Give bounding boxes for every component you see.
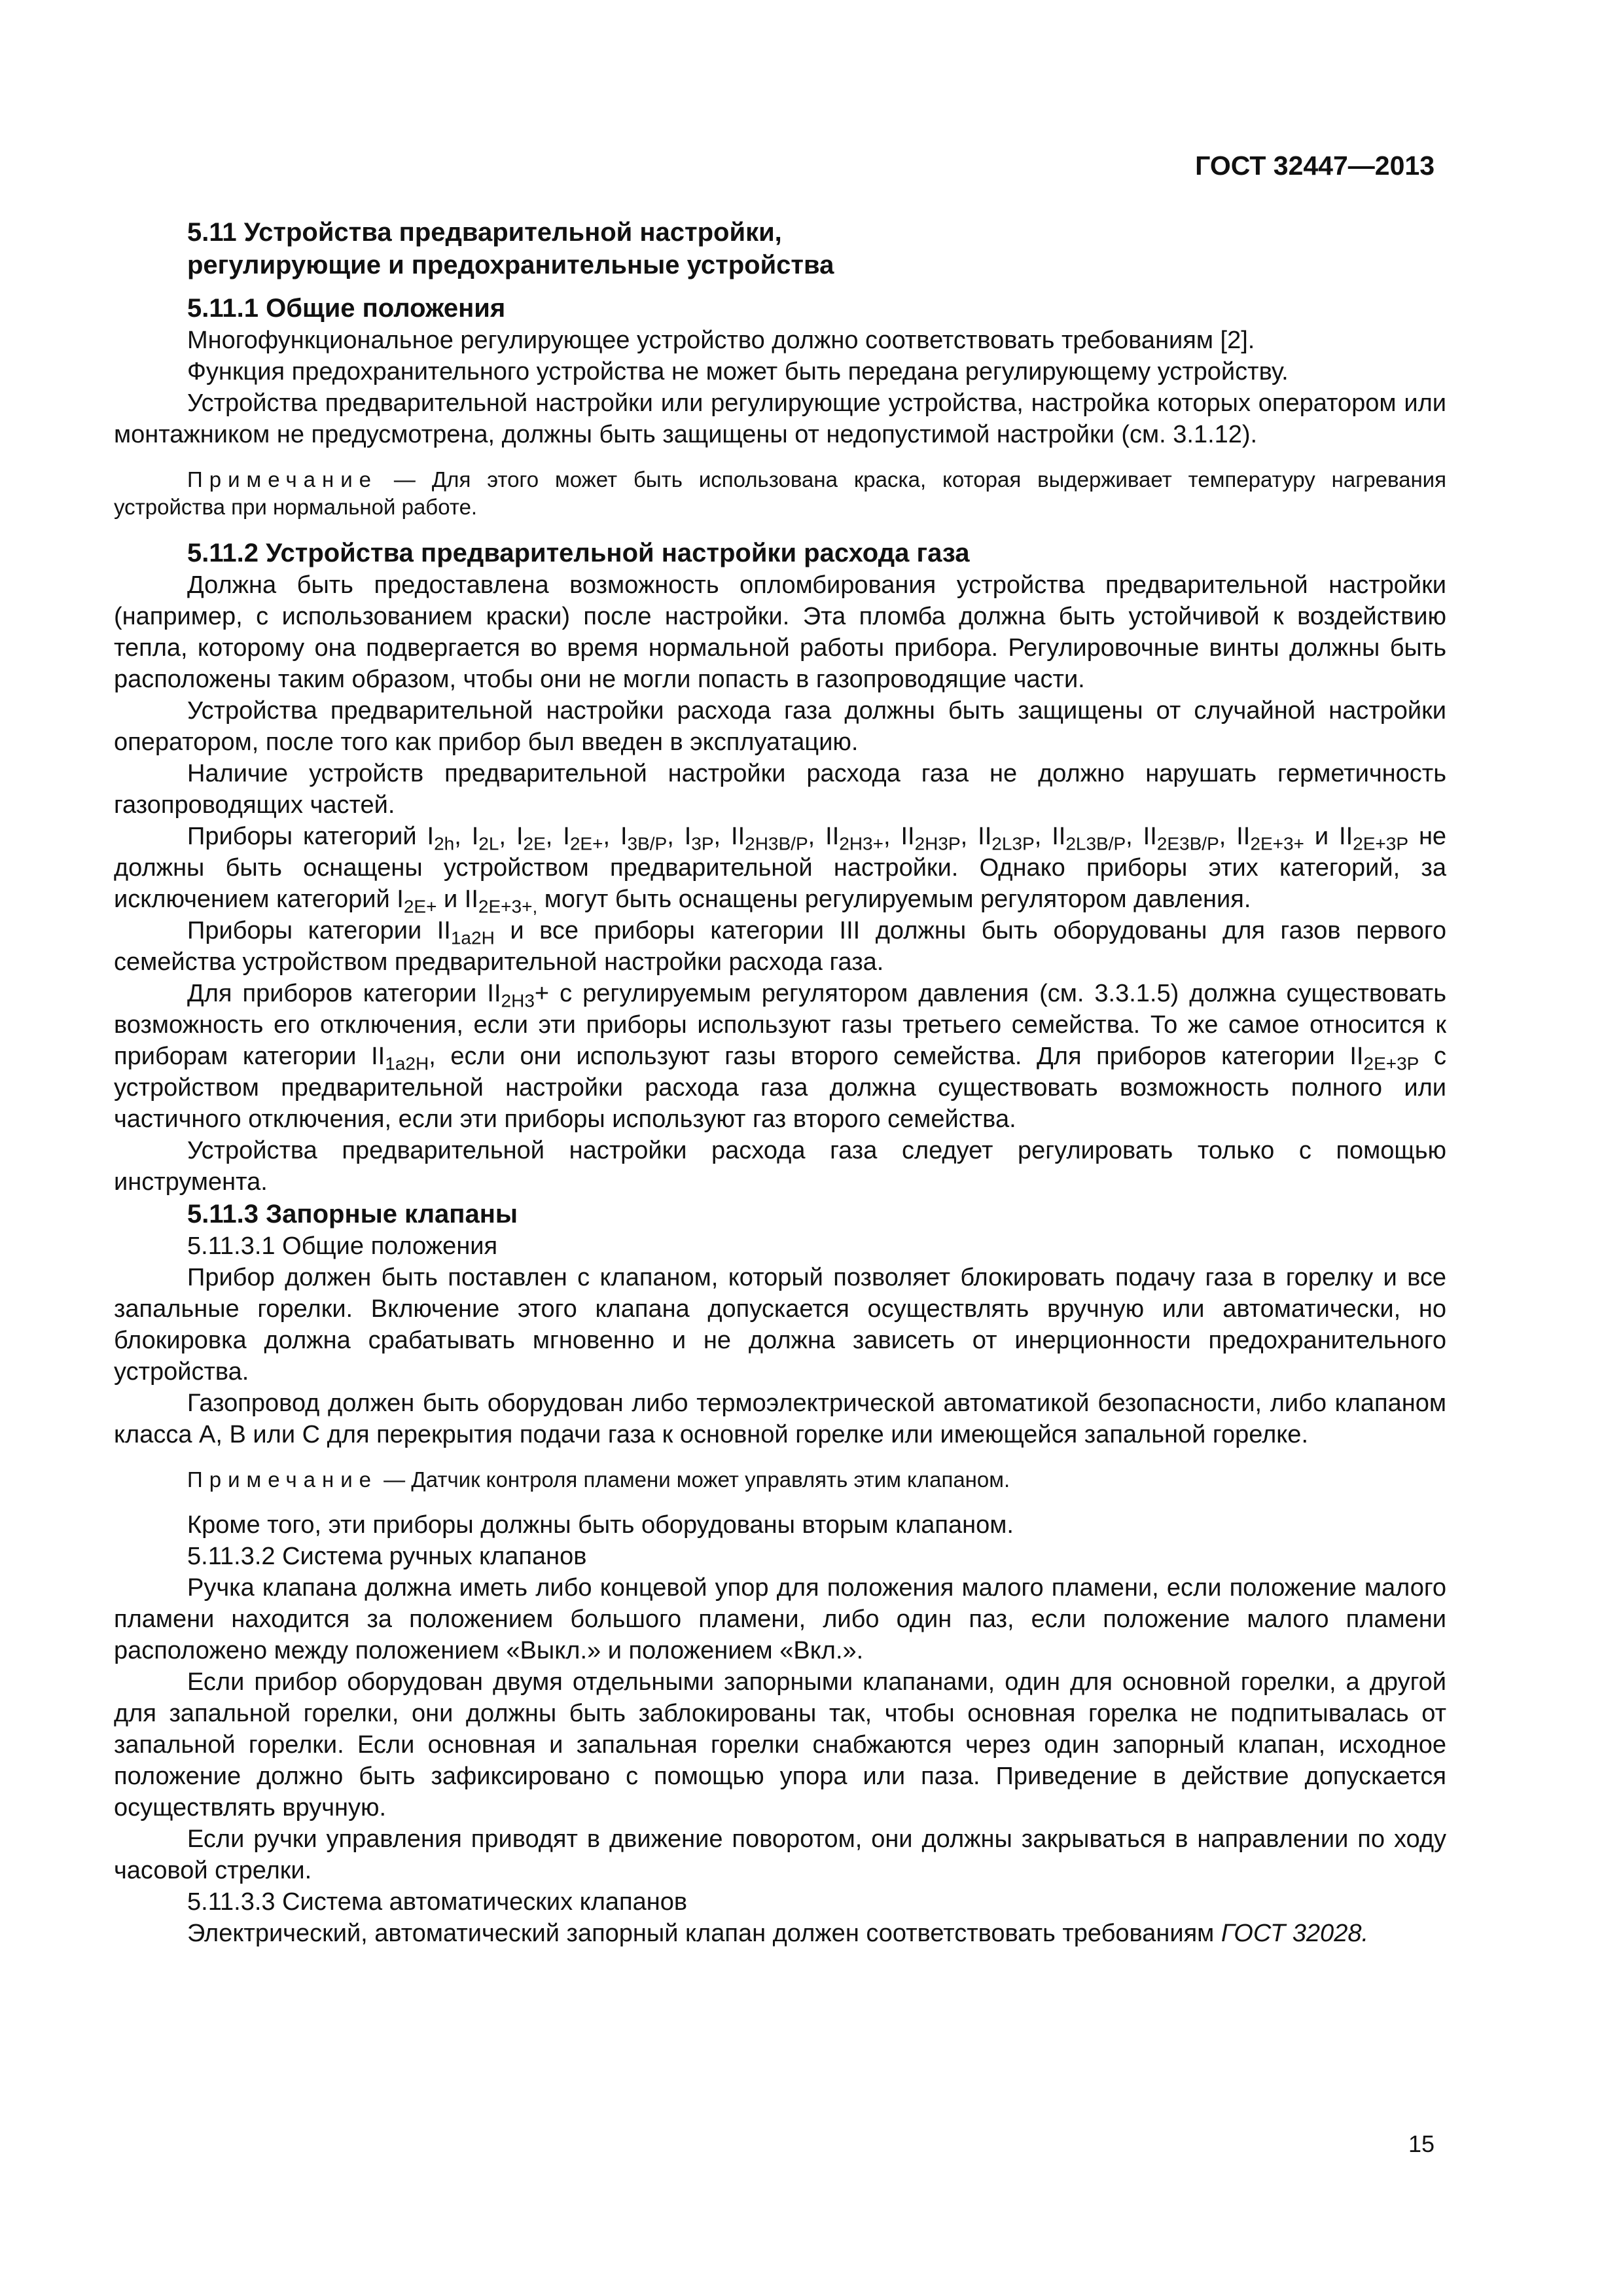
page-number: 15 bbox=[1408, 2130, 1435, 2157]
category-subscript: 2H3B/P bbox=[745, 833, 808, 854]
standard-reference: ГОСТ 32028. bbox=[1221, 1920, 1369, 1947]
paragraph-categories bbox=[114, 821, 1446, 915]
category-subscript: 2L3P bbox=[991, 833, 1035, 854]
category-subscript: 2H3 bbox=[501, 990, 535, 1011]
paragraph: Устройства предварительной настройки расхода газа должны быть защищены от случайной настройки оператором, после того как прибор был введен в эксплуатацию. bbox=[114, 697, 1446, 756]
paragraph: Многофункциональное регулирующее устройство должно соответствовать требованиям [2]. bbox=[187, 327, 1255, 354]
paragraph bbox=[114, 915, 1446, 978]
category-list: $I_{2h}$, $I_{2L}$, $I_{2E}$, $I_{2E+}$, $I_{3B/P}$, $I_{3P}$, $II_{2H3B/P}$, $II_{2H3+}$, $II_{2H3P}$, $II_{2L3P}$, $II_{2L3B/P}$, $II_{2E3B/P}$, $II_{2E+3+}$ bbox=[427, 823, 1304, 854]
note-label: Примечание bbox=[187, 467, 378, 492]
section-5-11-3-title: 5.11.3 Запорные клапаны bbox=[187, 1200, 518, 1229]
category-base: II bbox=[1349, 1043, 1364, 1070]
subsection-5-11-3-3-title: 5.11.3.3 Система автоматических клапанов bbox=[187, 1888, 688, 1916]
category-subscript: 2E3B/P bbox=[1156, 833, 1219, 854]
note-text: — Для этого может быть использована краска, которая выдерживает температуру нагревания устройства при нормальной работе. bbox=[114, 467, 1446, 519]
category-subscript: 2H3P bbox=[914, 833, 961, 854]
category-base: I bbox=[563, 823, 570, 850]
category-base: II bbox=[437, 917, 451, 944]
paragraph: Прибор должен быть поставлен с клапаном, который позволяет блокировать подачу газа в горелку и все запальные горелки. Включение этого клапана допускается осуществлять вручную или автоматически, но блокировка должна срабатывать мгновенно и не должна зависеть от инерционности предохранительного устройства. bbox=[114, 1264, 1446, 1386]
category-subscript: 2E bbox=[523, 833, 546, 854]
text-run: Приборы категории bbox=[187, 917, 422, 944]
category-subscript: 2E+3P bbox=[1353, 833, 1408, 854]
category-base: II bbox=[371, 1043, 385, 1070]
section-5-11-title-line2: регулирующие и предохранительные устройства bbox=[187, 251, 834, 279]
paragraph: Устройства предварительной настройки или регулирующие устройства, настройка которых оператором или монтажником не предусмотрена, должны быть защищены от недопустимой настройки (см. 3.1.12). bbox=[114, 389, 1446, 448]
category-base: II bbox=[901, 823, 915, 850]
category-base: II bbox=[1236, 823, 1251, 850]
paragraph: Устройства предварительной настройки расхода газа следует регулировать только с помощью инструмента. bbox=[114, 1137, 1446, 1196]
category-subscript: 2L bbox=[478, 833, 499, 854]
category-subscript: 3B/P bbox=[627, 833, 668, 854]
text-run: с устройством предварительной настройки расхода газа должна существовать возможность полного или частичного отключения, если эти приборы используют газ второго семейства. bbox=[114, 1043, 1446, 1133]
category-subscript: 2E+ bbox=[403, 896, 437, 917]
category-subscript: 2E+3P bbox=[1363, 1053, 1419, 1074]
section-5-11-1-title: 5.11.1 Общие положения bbox=[187, 294, 506, 323]
paragraph: Если ручки управления приводят в движение поворотом, они должны закрываться в направлении по ходу часовой стрелки. bbox=[114, 1825, 1446, 1884]
category-subscript: 2L3B/P bbox=[1065, 833, 1126, 854]
note-label: Примечание bbox=[187, 1467, 378, 1492]
document-body bbox=[114, 216, 1446, 1949]
paragraph: Функция предохранительного устройства не может быть передана регулирующему устройству. bbox=[187, 358, 1289, 386]
category-subscript: 2H3+ bbox=[839, 833, 883, 854]
text-run: Для приборов категории bbox=[187, 980, 477, 1007]
category-base: I bbox=[471, 823, 479, 850]
note-text: — Датчик контроля пламени может управлять этим клапаном. bbox=[378, 1467, 1010, 1492]
text-run: Приборы категорий bbox=[187, 823, 417, 850]
note bbox=[114, 1466, 1446, 1494]
paragraph bbox=[114, 1918, 1446, 1949]
category-base: II bbox=[978, 823, 992, 850]
category-base: II bbox=[1143, 823, 1157, 850]
category-subscript: 3P bbox=[691, 833, 714, 854]
category-base: II bbox=[487, 980, 501, 1007]
section-5-11-2-title: 5.11.2 Устройства предварительной настройки расхода газа bbox=[187, 539, 970, 567]
paragraph: Ручка клапана должна иметь либо концевой упор для положения малого пламени, если положение малого пламени находится за положением большого пламени, либо один паз, если положение малого пламени расположено между положением «Выкл.» и положением «Вкл.». bbox=[114, 1574, 1446, 1664]
text-run: и bbox=[444, 886, 458, 913]
note bbox=[114, 466, 1446, 521]
category-base: I bbox=[427, 823, 435, 850]
paragraph bbox=[114, 978, 1446, 1135]
text-run: могут быть оснащены регулируемым регулятором давления. bbox=[544, 886, 1251, 913]
category-subscript: 2E+ bbox=[569, 833, 603, 854]
category-base: II bbox=[464, 886, 478, 913]
section-5-11-title-line1: 5.11 Устройства предварительной настройки, bbox=[187, 218, 782, 247]
text-run: + с регулируемым регулятором давления (см. 3.3.1.5) должна существовать возможность его отключения, если эти приборы используют газы третьего семейства. То же самое относится к приборам категории bbox=[114, 980, 1446, 1070]
subsection-5-11-3-1-title: 5.11.3.1 Общие положения bbox=[187, 1232, 498, 1260]
paragraph: Должна быть предоставлена возможность опломбирования устройства предварительной настройки (например, с использованием краски) после настройки. Эта пломба должна быть устойчивой к воздействию тепла, которому она подвергается во время нормальной работы прибора. Регулировочные винты должны быть расположены таким образом, чтобы они не могли попасть в газопроводящие части. bbox=[114, 571, 1446, 693]
document-header-id: ГОСТ 32447—2013 bbox=[1195, 151, 1435, 181]
category-subscript: 1a2H bbox=[450, 927, 495, 948]
text-run: и все приборы категории III должны быть оборудованы для газов первого семейства устройством предварительной настройки расхода газа. bbox=[114, 917, 1446, 976]
category-base: I bbox=[620, 823, 628, 850]
text-run: Электрический, автоматический запорный клапан должен соответствовать требованиям bbox=[187, 1920, 1215, 1947]
category-base: I bbox=[516, 823, 524, 850]
category-base: II bbox=[825, 823, 840, 850]
text-run: и bbox=[1314, 823, 1329, 850]
category-base: I bbox=[397, 886, 404, 913]
subsection-5-11-3-2-title: 5.11.3.2 Система ручных клапанов bbox=[187, 1543, 587, 1570]
category-subscript: 2h bbox=[434, 833, 455, 854]
category-base: II bbox=[731, 823, 745, 850]
category-subscript: 2E+3+, bbox=[478, 896, 538, 917]
text-run: не должны быть оснащены устройством предварительной настройки. Однако приборы этих категорий, за исключением категорий bbox=[114, 823, 1447, 913]
paragraph: Кроме того, эти приборы должны быть оборудованы вторым клапаном. bbox=[187, 1511, 1014, 1539]
paragraph: Наличие устройств предварительной настройки расхода газа не должно нарушать герметичность газопроводящих частей. bbox=[114, 760, 1446, 819]
category-subscript: 2E+3+ bbox=[1250, 833, 1304, 854]
category-base: II bbox=[1339, 823, 1353, 850]
paragraph: Газопровод должен быть оборудован либо термоэлектрической автоматикой безопасности, либо клапаном класса А, В или С для перекрытия подачи газа к основной горелке или имеющейся запальной горелке. bbox=[114, 1390, 1446, 1448]
category-base: II bbox=[1052, 823, 1066, 850]
category-base: I bbox=[684, 823, 692, 850]
paragraph: Если прибор оборудован двумя отдельными запорными клапанами, один для основной горелки, а другой для запальной горелки, они должны быть заблокированы так, чтобы основная горелка не подпитывалась от запальной горелки. Если основная и запальная горелки снабжаются через один запорный клапан, исходное положение должно быть зафиксировано с помощью упора или паза. Приведение в действие допускается осуществлять вручную. bbox=[114, 1668, 1446, 1821]
category-subscript: 1a2H bbox=[385, 1053, 429, 1074]
text-run: , если они используют газы второго семейства. Для приборов категории bbox=[429, 1043, 1335, 1070]
